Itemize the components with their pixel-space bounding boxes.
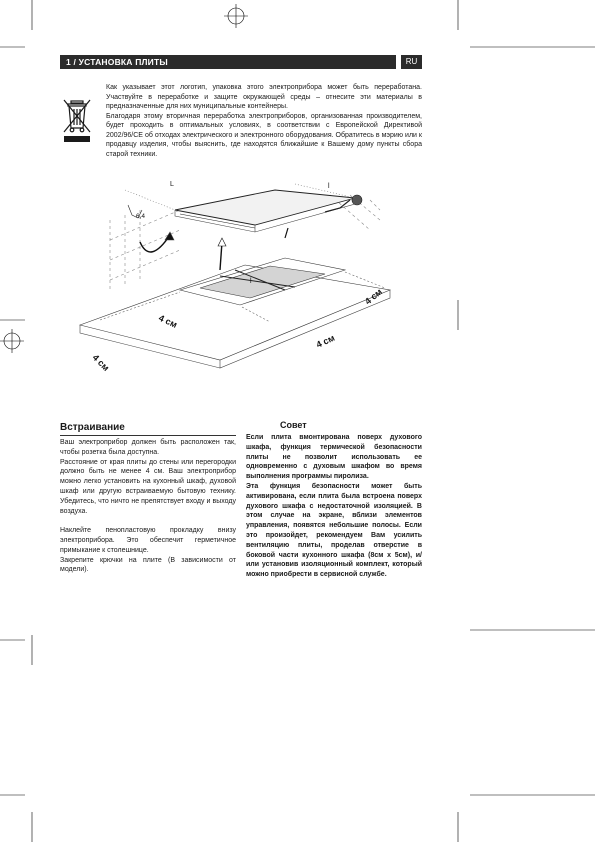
crossed-out-wheelie-bin-icon	[62, 98, 92, 143]
section-header: 1 / УСТАНОВКА ПЛИТЫ	[60, 55, 396, 69]
right-clearance-label: 4 см	[362, 286, 384, 307]
installation-paragraph: Закрепите крючки на плите (В зависимости от модели).	[60, 556, 236, 574]
back-clearance-label: 4 см	[314, 332, 337, 350]
tip-paragraph: Эта функция безопасности может быть активирована, если плита была встроена поверх духового шкафа с недостаточной изоляцией. В этом случае на экране, вблизи элементов управления, появятся небольшие полосы. Если это произойдет, рекомендуем Вам усилить вентиляцию плиты, проделав отверстие в боковой части кухонного шкафа (8см х 5см), и/или установив изоляционный комплект, который можно приобрести в сервисной службе.	[246, 482, 422, 579]
installation-text	[60, 438, 236, 575]
recycling-paragraph-2: Благодаря этому вторичная переработка электроприборов, организованная производителем, будет проходить в оптимальных условиях, в соответствии с Европейской Директивой 2002/96/CE об отходах электрического и электронного оборудования. Обратитесь в мэрию или к продавцу изделия, чтобы выяснить, где находятся ближайшие к Вашему дому пункты сбора старой техники.	[106, 112, 422, 158]
installation-diagram	[70, 170, 410, 380]
side-clearance-label: 4 см	[90, 352, 112, 373]
language-tag: RU	[401, 55, 422, 69]
installation-title: Встраивание	[60, 422, 125, 433]
installation-paragraph: Расстояние от края плиты до стены или перегородки должно быть не менее 4 см. Ваш электроприбор можно легко установить на кухонный шкаф, духовой шкаф или другую встраиваемую бытовую технику. Убедитесь, что ничто не препятствует входу и выходу воздуха.	[60, 458, 236, 515]
recycling-paragraph-1: Как указывает этот логотип, упаковка этого электроприбора может быть переработана. Участвуйте в переработке и защите окружающей среды – отнесите эти материалы в предназначенные для них муниципальные контейнеры.	[106, 84, 422, 110]
section-divider	[60, 435, 236, 436]
installation-paragraph: Ваш электроприбор должен быть расположен так, чтобы розетка была доступна.	[60, 439, 236, 456]
recycling-notice	[106, 83, 422, 159]
hob-width-label: l	[328, 183, 330, 190]
tip-title: Совет	[280, 420, 307, 430]
cutout-width-label: l	[250, 278, 252, 285]
front-clearance-label: 4 см	[157, 312, 179, 330]
thickness-label: 6,4	[136, 213, 146, 220]
hob-length-label: L	[170, 181, 174, 188]
tip-text	[246, 433, 422, 580]
paragraph-gap	[60, 516, 236, 526]
tip-paragraph: Если плита вмонтирована поверх духового шкафа, функция термической безопасности плиты не позволит использовать ее одновременно с духовым шкафом во время выполнения программы пиролиза.	[246, 434, 422, 481]
installation-paragraph: Наклейте пенопластовую прокладку внизу электроприбора. Это обеспечит герметичное примыкание к столешнице.	[60, 527, 236, 554]
